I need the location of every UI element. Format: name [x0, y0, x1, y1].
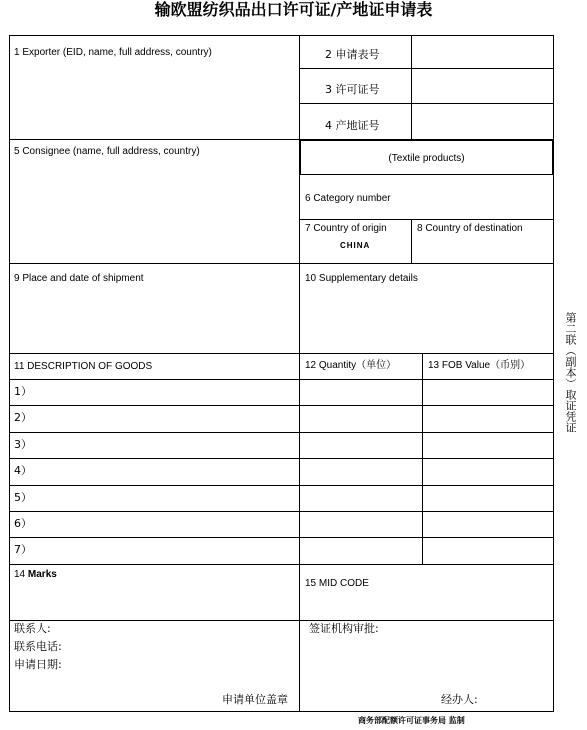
- fob-value-header: 13 FOB Value（币别）: [428, 360, 531, 371]
- mid-code-label: 15 MID CODE: [305, 578, 369, 589]
- contact-phone-label: 联系电话:: [14, 640, 62, 653]
- goods-row-7: 7）: [14, 543, 32, 556]
- license-number-label: 3 许可证号: [325, 83, 380, 96]
- marks-label: [14, 569, 57, 581]
- exporter-label: 1 Exporter (EID, name, full address, country): [14, 47, 212, 58]
- description-of-goods-header: 11 DESCRIPTION OF GOODS: [14, 361, 153, 372]
- goods-row-2: 2）: [14, 411, 32, 424]
- handler-label: 经办人:: [441, 693, 478, 706]
- form-title: 输欧盟纺织品出口许可证/产地证申请表: [154, 0, 433, 19]
- goods-row-4: 4）: [14, 464, 32, 477]
- supplementary-details-label: 10 Supplementary details: [305, 273, 418, 284]
- contact-person-label: 联系人:: [14, 622, 51, 635]
- quantity-header: 12 Quantity（单位）: [305, 360, 397, 371]
- textile-products-label: (Textile products): [388, 153, 465, 164]
- authority-approval-label: 签证机构审批:: [309, 622, 379, 635]
- application-number-label: 2 申请表号: [325, 48, 380, 61]
- applicant-seal-label: 申请单位盖章: [222, 693, 288, 706]
- goods-row-5: 5）: [14, 491, 32, 504]
- country-of-destination-label: 8 Country of destination: [417, 223, 523, 234]
- footer-issuer: 商务部配额许可证事务局 监制: [358, 716, 465, 725]
- origin-certificate-number-label: 4 产地证号: [325, 119, 380, 132]
- goods-row-1: 1）: [14, 385, 32, 398]
- country-of-origin-label: 7 Country of origin: [305, 223, 387, 234]
- application-date-label: 申请日期:: [14, 658, 62, 671]
- country-of-origin-value: CHINA: [340, 241, 371, 250]
- consignee-label: 5 Consignee (name, full address, country): [14, 146, 200, 157]
- place-date-shipment-label: 9 Place and date of shipment: [14, 273, 144, 284]
- goods-row-3: 3）: [14, 438, 32, 451]
- copy-note-vertical: 第二联（副本）取证凭证: [564, 312, 577, 433]
- category-number-label: 6 Category number: [305, 193, 391, 204]
- marks-number: 14: [14, 569, 28, 580]
- goods-row-6: 6）: [14, 517, 32, 530]
- marks-text: Marks: [27, 569, 57, 580]
